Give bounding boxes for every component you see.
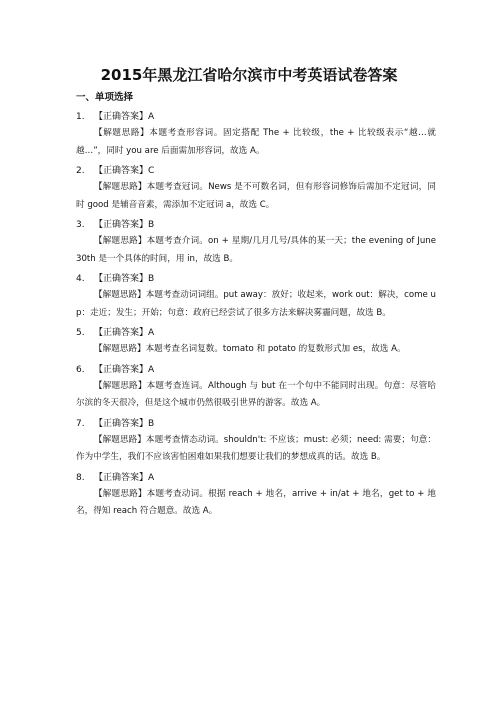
correct-answer: 【正确答案】A — [94, 472, 155, 483]
answer-line — [76, 363, 436, 378]
answer-item-6 — [76, 363, 436, 413]
explanation: 【解题思路】本题考查介词。on + 星期/几月几号/具体的某一天；the evening of June 30th 是一个具体的时间，用 in，故选 B。 — [76, 236, 436, 264]
answer-item-1 — [76, 110, 436, 160]
answer-item-7 — [76, 417, 436, 467]
item-number: 5. — [76, 328, 85, 338]
item-number: 2. — [76, 166, 85, 176]
answer-item-4 — [76, 272, 436, 322]
answer-item-5 — [76, 326, 436, 359]
answer-line — [76, 417, 436, 432]
explanation: 【解题思路】本题考查动词词组。put away：放好；收起来，work out：解决，come up：走近；发生；开始；句意：政府已经尝试了很多方法来解决雾霾问题，故选 B。 — [76, 290, 436, 318]
item-number: 8. — [76, 472, 85, 483]
correct-answer: 【正确答案】A — [94, 364, 155, 375]
answer-line — [76, 218, 436, 233]
answer-line — [76, 272, 436, 287]
answer-item-3 — [76, 218, 436, 268]
answer-line — [76, 164, 436, 179]
item-number: 7. — [76, 418, 85, 429]
explanation: 【解题思路】本题考查名词复数。tomato 和 potato 的复数形式加 es，故选 A。 — [94, 344, 406, 354]
correct-answer: 【正确答案】B — [94, 220, 155, 230]
item-number: 6. — [76, 364, 85, 375]
answer-line — [76, 110, 436, 125]
correct-answer: 【正确答案】A — [94, 328, 155, 338]
document-title: 2015年黑龙江省哈尔滨市中考英语试卷答案 — [100, 66, 398, 84]
explanation: 【解题思路】本题考查动词。根据 reach + 地名，arrive + in/at + 地名，get to + 地名，得知 reach 符合题意。故选 A。 — [76, 488, 436, 516]
correct-answer: 【正确答案】C — [94, 166, 155, 176]
explanation: 【解题思路】本题考查连词。Although 与 but 在一个句中不能同时出现。句意：尽管哈尔滨的冬天很冷，但是这个城市仍然很吸引世界的游客。故选 A。 — [76, 380, 436, 408]
correct-answer: 【正确答案】A — [94, 112, 155, 122]
correct-answer: 【正确答案】B — [94, 274, 155, 284]
item-number: 1. — [76, 112, 85, 122]
correct-answer: 【正确答案】B — [94, 418, 155, 429]
explanation: 【解题思路】本题考查冠词。News 是不可数名词，但有形容词修饰后需加不定冠词，同时 good 是辅音音素，需添加不定冠词 a，故选 C。 — [76, 182, 436, 210]
item-number: 3. — [76, 220, 85, 230]
answer-line — [76, 471, 436, 486]
explanation: 【解题思路】本题考查形容词。固定搭配 The + 比较级，the + 比较级表示“越…就越…”，同时 you are 后面需加形容词，故选 A。 — [76, 128, 436, 156]
section-heading: 一、单项选择 — [76, 92, 134, 103]
answer-item-2 — [76, 164, 436, 214]
item-number: 4. — [76, 274, 85, 284]
explanation: 【解题思路】本题考查情态动词。shouldn't: 不应该；must: 必须；need: 需要；句意：作为中学生，我们不应该害怕困难如果我们想要让我们的梦想成真的话。故选 B。 — [76, 434, 436, 462]
answer-item-8 — [76, 471, 436, 521]
answer-line — [76, 326, 436, 341]
